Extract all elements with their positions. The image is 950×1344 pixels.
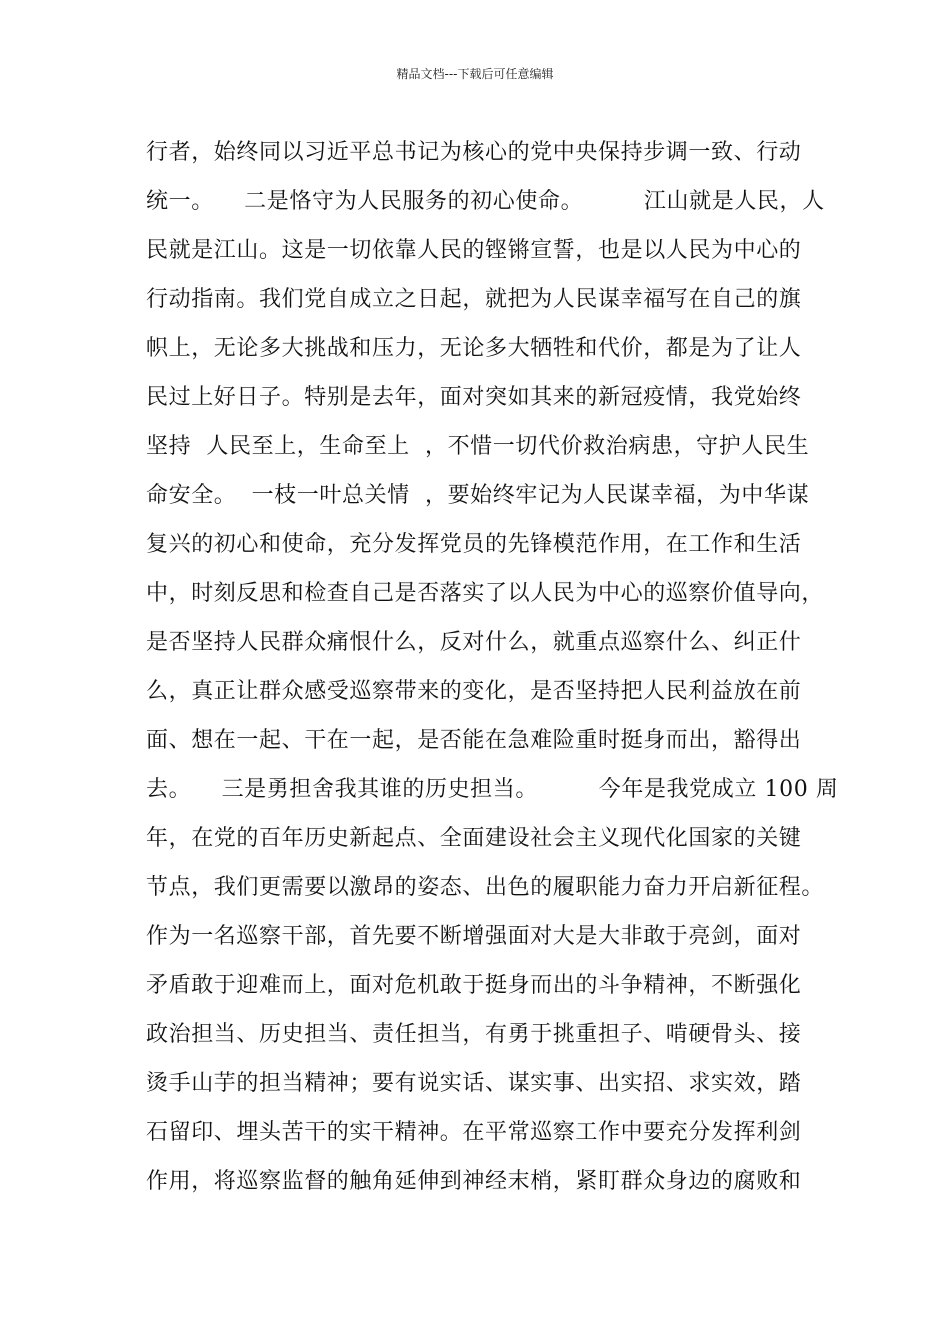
text-line: 统一。 二是恪守为人民服务的初心使命。 江山就是人民，人: [146, 189, 825, 214]
text-line: 烫手山芋的担当精神；要有说实话、谋实事、出实招、求实效，踏: [146, 1071, 802, 1096]
page-header: 精品文档---下载后可任意编辑: [396, 67, 554, 81]
document-body: [146, 128, 839, 1206]
text-line: 行动指南。我们党自成立之日起，就把为人民谋幸福写在自己的旗: [146, 287, 802, 312]
text-line: 命安全。 一枝一叶总关情 ，要始终牢记为人民谋幸福，为中华谋: [146, 483, 810, 508]
text-line: 复兴的初心和使命，充分发挥党员的先锋模范作用，在工作和生活: [146, 532, 802, 557]
text-line: 作为一名巡察干部，首先要不断增强面对大是大非敢于亮剑，面对: [146, 924, 802, 949]
text-line: 坚持 人民至上，生命至上 ，不惜一切代价救治病患，守护人民生: [146, 434, 810, 459]
text-line: 行者，始终同以习近平总书记为核心的党中央保持步调一致、行动: [146, 140, 802, 165]
text-line: 年，在党的百年历史新起点、全面建设社会主义现代化国家的关键: [146, 826, 802, 851]
text-line: 么，真正让群众感受巡察带来的变化，是否坚持把人民利益放在前: [146, 679, 802, 704]
text-line: 民就是江山。这是一切依靠人民的铿锵宣誓，也是以人民为中心的: [146, 238, 802, 263]
text-line: 面、想在一起、干在一起，是否能在急难险重时挺身而出，豁得出: [146, 728, 802, 753]
text-line: 民过上好日子。特别是去年，面对突如其来的新冠疫情，我党始终: [146, 385, 802, 410]
text-line: 政治担当、历史担当、责任担当，有勇于挑重担子、啃硬骨头、接: [146, 1022, 802, 1047]
text-line: 石留印、埋头苦干的实干精神。在平常巡察工作中要充分发挥利剑: [146, 1120, 802, 1145]
text-line: 帜上，无论多大挑战和压力，无论多大牺牲和代价，都是为了让人: [146, 336, 802, 361]
text-line: 作用，将巡察监督的触角延伸到神经末梢，紧盯群众身边的腐败和: [146, 1169, 802, 1194]
text-line: 是否坚持人民群众痛恨什么，反对什么，就重点巡察什么、纠正什: [146, 630, 802, 655]
text-line: 节点，我们更需要以激昂的姿态、出色的履职能力奋力开启新征程。: [146, 875, 825, 900]
text-line: 中，时刻反思和检查自己是否落实了以人民为中心的巡察价值导向，: [146, 581, 825, 606]
text-line: 矛盾敢于迎难而上，面对危机敢于挺身而出的斗争精神，不断强化: [146, 973, 802, 998]
text-line: 去。 三是勇担舍我其谁的历史担当。 今年是我党成立 100 周: [146, 777, 839, 802]
